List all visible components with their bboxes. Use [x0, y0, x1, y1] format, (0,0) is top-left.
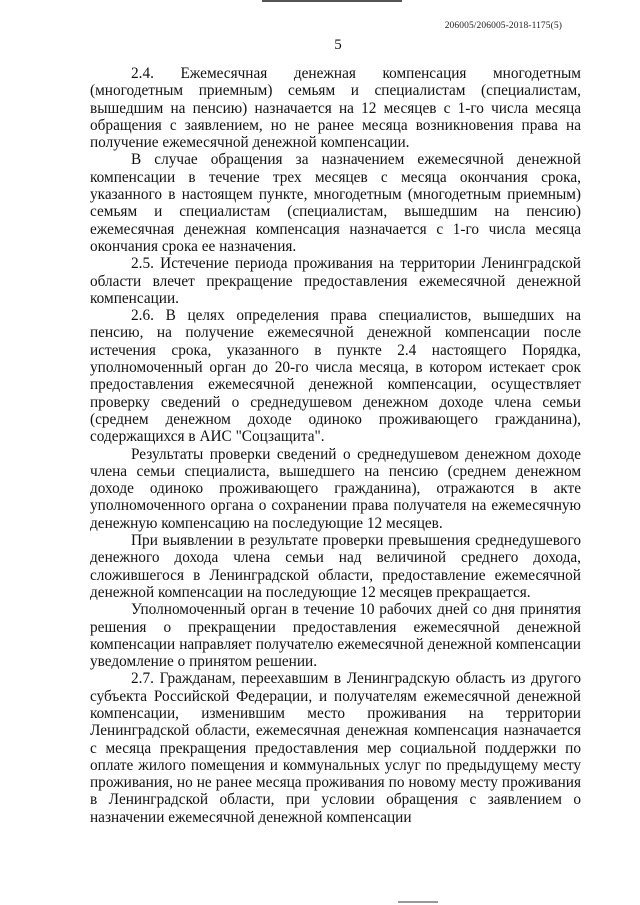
- paragraph-2-5: 2.5. Истечение периода проживания на территории Ленинградской области влечет прекращение предоставления ежемесячной денежной компенсации.: [90, 255, 581, 307]
- document-body: [90, 65, 581, 826]
- paragraph-2-4: 2.4. Ежемесячная денежная компенсация многодетным (многодетным приемным) семьям и специалистам (специалистам, вышедшим на пенсию) назначается на 12 месяцев с 1-го числа месяца обращения с заявлением, но не ранее месяца возникновения права на получение ежемесячной денежной компенсации.: [90, 65, 581, 152]
- document-id: 206005/206005-2018-1175(5): [444, 21, 562, 31]
- paragraph-2-6-excess: При выявлении в результате проверки превышения среднедушевого денежного дохода члена семьи над величиной среднего дохода, сложившегося в Ленинградской области, предоставление ежемесячной денежной компенсации на последующие 12 месяцев прекращается.: [90, 532, 581, 601]
- scan-edge-mark: [262, 0, 402, 2]
- scan-edge-mark-bottom: [398, 901, 438, 903]
- paragraph-2-6: 2.6. В целях определения права специалистов, вышедших на пенсию, на получение ежемесячной денежной компенсации после истечения срока, указанного в пункте 2.4 настоящего Порядка, уполномоченный орган до 20-го числа месяца, в котором истекает срок предоставления ежемесячной денежной компенсации, осуществляет проверку сведений о среднедушевом денежном доходе члена семьи (среднем денежном доходе одиноко проживающего гражданина), содержащихся в АИС "Соцзащита".: [90, 307, 581, 446]
- paragraph-2-4-renewal: В случае обращения за назначением ежемесячной денежной компенсации в течение трех месяцев с месяца окончания срока, указанного в настоящем пункте, многодетным (многодетным приемным) семьям и специалистам (специалистам, вышедшим на пенсию) ежемесячная денежная компенсация назначается с 1-го числа месяца окончания срока ее назначения.: [90, 151, 581, 255]
- page-number: 5: [334, 37, 342, 53]
- paragraph-2-6-notice: Уполномоченный орган в течение 10 рабочих дней со дня принятия решения о прекращении предоставления ежемесячной денежной компенсации направляет получателю ежемесячной денежной компенсации уведомление о принятом решении.: [90, 601, 581, 671]
- paragraph-2-7: 2.7. Гражданам, переехавшим в Ленинградскую область из другого субъекта Российской Федерации, и получателям ежемесячной денежной компенсации, изменившим место проживания на территории Ленинградской области, ежемесячная денежная компенсация назначается с месяца прекращения предоставления мер социальной поддержки по оплате жилого помещения и коммунальных услуг по предыдущему месту проживания, но не ранее месяца проживания по новому месту проживания в Ленинградской области, при условии обращения с заявлением о назначении ежемесячной денежной компенсации: [90, 670, 581, 826]
- paragraph-2-6-results: Результаты проверки сведений о среднедушевом денежном доходе члена семьи специалиста, вышедшего на пенсию (среднем денежном доходе одиноко проживающего гражданина), отражаются в акте уполномоченного органа о сохранении права получателя на ежемесячную денежную компенсацию на последующие 12 месяцев.: [90, 445, 581, 532]
